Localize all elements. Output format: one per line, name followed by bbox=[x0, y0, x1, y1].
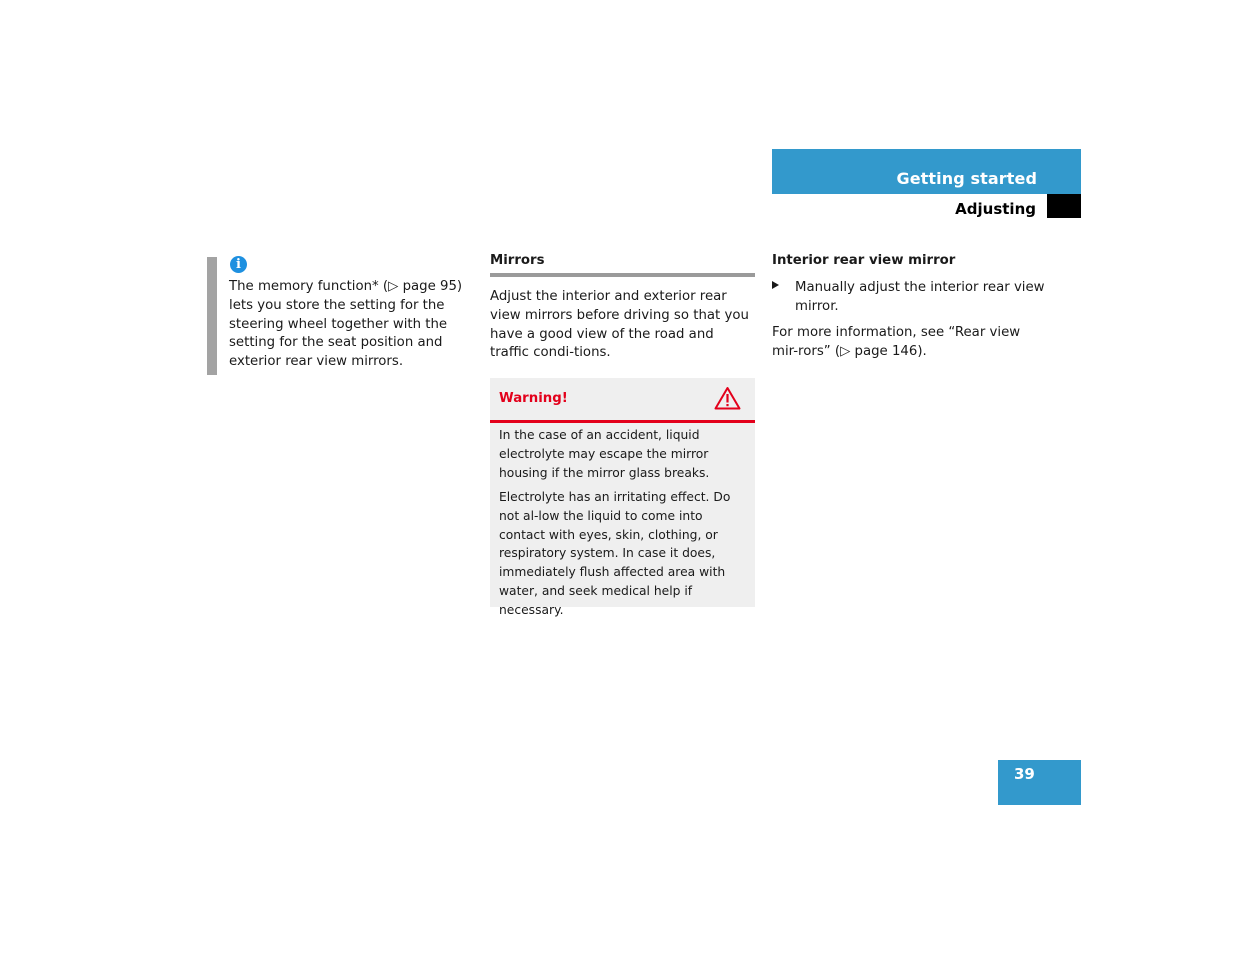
page-number-box bbox=[998, 760, 1081, 805]
warning-title: Warning! bbox=[499, 391, 568, 406]
mirrors-paragraph: Adjust the interior and exterior rear view mirrors before driving so that you have a good view of the road and traffic condi-tions. bbox=[490, 289, 749, 361]
page-number: 39 bbox=[1014, 765, 1035, 783]
warning-paragraph: In the case of an accident, liquid electrolyte may escape the mirror housing if the mirror glass breaks. bbox=[499, 428, 710, 480]
interior-mirror-heading: Interior rear view mirror bbox=[772, 253, 956, 268]
warning-divider bbox=[490, 420, 755, 423]
warning-triangle-icon bbox=[714, 386, 741, 410]
heading-divider bbox=[490, 273, 755, 277]
step-text: Manually adjust the interior rear view mirror. bbox=[795, 280, 1045, 314]
warning-box bbox=[490, 378, 755, 617]
chapter-title: Getting started bbox=[896, 169, 1037, 188]
mirrors-heading: Mirrors bbox=[490, 253, 545, 268]
section-title: Adjusting bbox=[955, 200, 1036, 218]
section-marker bbox=[1047, 194, 1081, 218]
note-side-bar bbox=[207, 257, 217, 375]
chapter-header-bar bbox=[772, 149, 1081, 194]
more-info-text: For more information, see “Rear view mir-rors” (▷ page 146). bbox=[772, 325, 1021, 359]
step-arrow-icon bbox=[772, 281, 779, 289]
info-icon: i bbox=[230, 256, 247, 273]
note-text: The memory function* (▷ page 95) lets you store the setting for the steering wheel together with the setting for the seat position and exterior rear view mirrors. bbox=[229, 279, 463, 370]
warning-paragraph: Electrolyte has an irritating effect. Do not al-low the liquid to come into contact with eyes, skin, clothing, or respiratory system. In case it does, immediately flush affected area with water, and seek medical help if necessary. bbox=[499, 490, 731, 617]
